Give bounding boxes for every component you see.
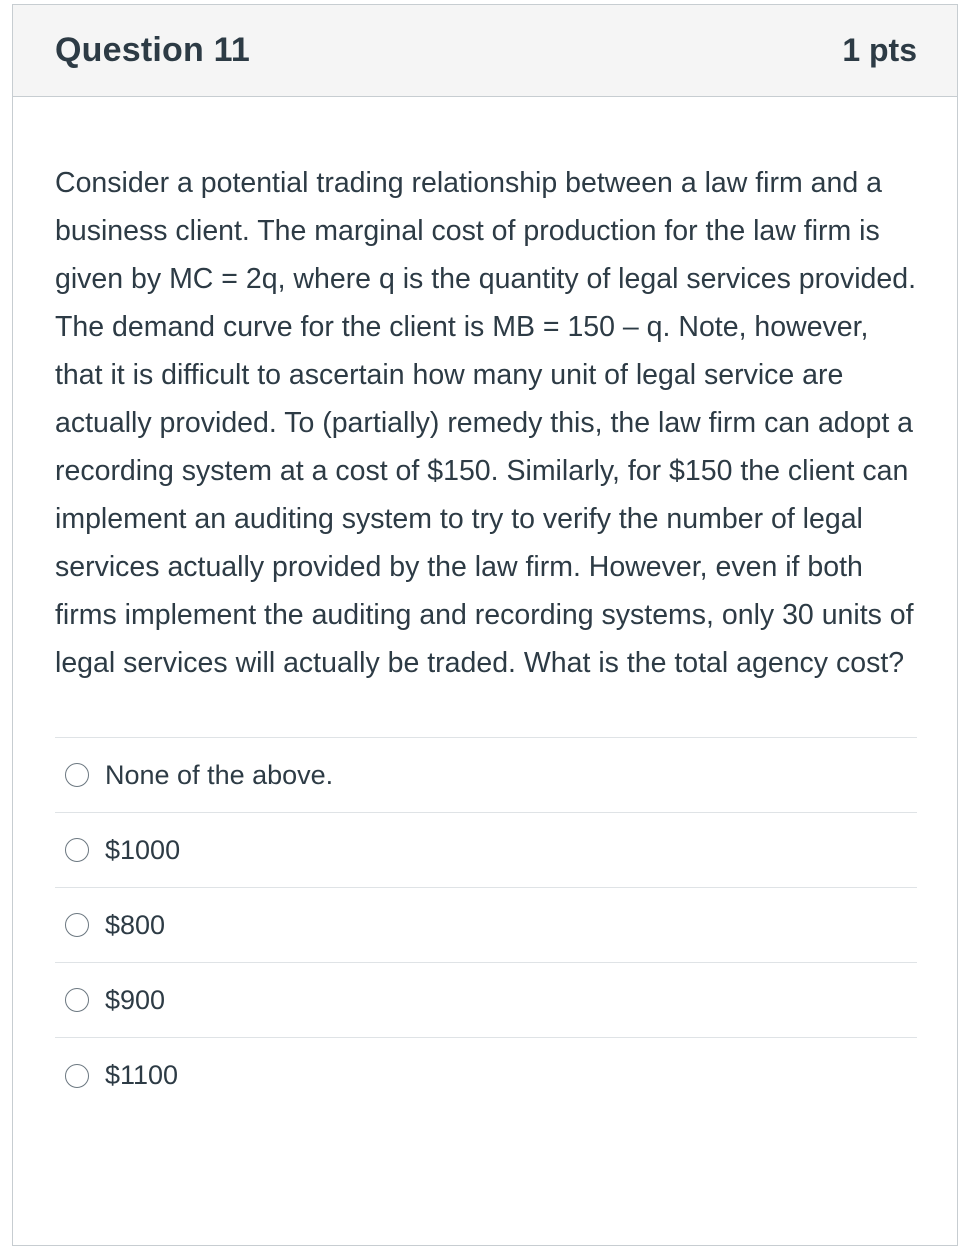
answer-option[interactable] [55,738,917,813]
radio-button-icon[interactable] [65,913,89,937]
question-header [13,5,957,97]
radio-button-icon[interactable] [65,838,89,862]
answer-label: $800 [105,909,166,940]
question-text: Consider a potential trading relationship between a law firm and a business client. The marginal cost of production for the law firm is given by MC = 2q, where q is the quantity of legal services provided. The demand curve for the client is MB = 150 – q. Note, however, that it is difficult to ascertain how many unit of legal service are actually provided. To (partially) remedy this, the law firm can adopt a recording system at a cost of $150. Similarly, for $150 the client can implement an auditing system to try to verify the number of legal services actually provided by the law firm. However, even if both firms implement the auditing and recording systems, only 30 units of legal services will actually be traded. What is the total agency cost? [55,167,916,679]
answer-label: None of the above. [105,759,334,790]
radio-button-icon[interactable] [65,1064,89,1088]
answer-option[interactable] [55,1038,917,1113]
question-title: Question 11 [55,31,250,69]
answer-label: $1000 [105,834,181,865]
answer-label: $1100 [105,1060,179,1090]
question-card [12,4,958,1246]
question-points: 1 pts [842,32,917,68]
question-body [13,97,957,1113]
answer-list [55,737,917,1113]
answer-label: $900 [105,984,166,1015]
radio-button-icon[interactable] [65,763,89,787]
radio-button-icon[interactable] [65,988,89,1012]
answer-option[interactable] [55,888,917,963]
answer-option[interactable] [55,813,917,888]
answer-option[interactable] [55,963,917,1038]
